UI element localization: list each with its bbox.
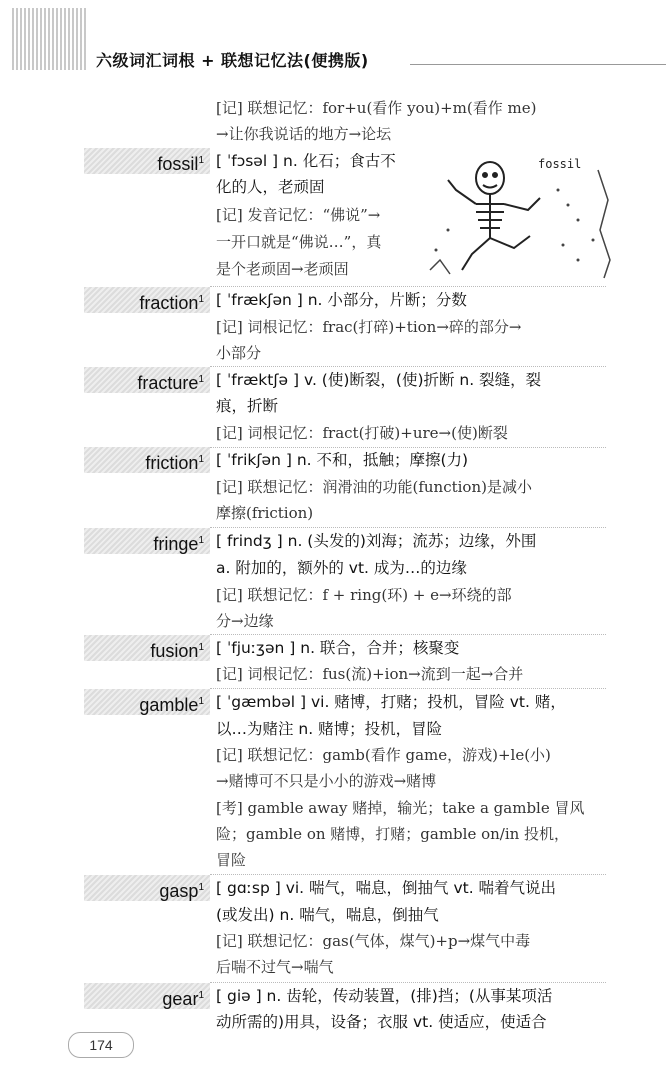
exam-note: 险；gamble on 赌博，打赌；gamble on/in 投机， <box>216 825 570 843</box>
definition: [ ˈfræktʃə ] v. (使)断裂，(使)折断 n. 裂缝，裂 <box>216 371 542 389</box>
entry-note: 小部分 <box>216 344 262 362</box>
headword-text: fringe <box>153 534 199 554</box>
definition: 化的人，老顽固 <box>216 178 325 196</box>
headword-text: fracture <box>137 373 199 393</box>
headword-text: gasp <box>159 881 199 901</box>
headword-gasp <box>84 875 210 901</box>
definition: a. 附加的，额外的 vt. 成为…的边缘 <box>216 559 467 577</box>
definition: 以…为赌注 n. 赌博；投机，冒险 <box>216 720 443 738</box>
definition: 动所需的)用具，设备；衣服 vt. 使适应，使适合 <box>216 1013 547 1031</box>
definition: [ gɑːsp ] vi. 喘气，喘息，倒抽气 vt. 喘着气说出 <box>216 879 557 897</box>
headword-fusion <box>84 635 210 661</box>
headword-gear <box>84 983 210 1009</box>
headword-gamble <box>84 689 210 715</box>
entry-note: [记] 发音记忆：“佛说”→ <box>216 206 381 224</box>
definition: [ giə ] n. 齿轮，传动装置，(排)挡；(从事某项活 <box>216 987 553 1005</box>
frequency-mark: 1 <box>198 642 204 653</box>
entry-note: [记] 联想记忆：gamb(看作 game，游戏)+le(小) <box>216 746 551 764</box>
page-header <box>0 0 671 80</box>
entry-note: 是个老顽固→老顽固 <box>216 260 349 278</box>
exam-note: [考] gamble away 赌掉，输光；take a gamble 冒风 <box>216 799 585 817</box>
entry-note: [记] 联想记忆：for+u(看作 you)+m(看作 me) <box>216 99 537 117</box>
entry-note: 后喘不过气→喘气 <box>216 958 334 976</box>
skeleton-illustration-icon <box>428 150 616 280</box>
entry-note: [记] 联想记忆：gas(气体，煤气)+p→煤气中毒 <box>216 932 531 950</box>
entry-separator <box>210 366 606 367</box>
frequency-mark: 1 <box>198 990 204 1001</box>
entry-separator <box>210 286 606 287</box>
entry-note: 摩擦(friction) <box>216 504 314 522</box>
entry-separator <box>210 688 606 689</box>
headword-text: fossil <box>157 154 199 174</box>
book-title: 六级词汇词根 + 联想记忆法(便携版) <box>96 51 369 70</box>
headword-fraction <box>84 287 210 313</box>
entry-separator <box>210 634 606 635</box>
definition: (或发出) n. 喘气，喘息，倒抽气 <box>216 906 439 924</box>
header-rule <box>410 64 666 65</box>
frequency-mark: 1 <box>198 696 204 707</box>
entry-note: [记] 词根记忆：fus(流)+ion→流到一起→合并 <box>216 665 524 683</box>
entry-note: →赌博可不只是小小的游戏→赌博 <box>216 772 437 790</box>
headword-friction <box>84 447 210 473</box>
frequency-mark: 1 <box>198 294 204 305</box>
frequency-mark: 1 <box>198 454 204 465</box>
entry-note: →让你我说话的地方→论坛 <box>216 125 392 143</box>
page-number: 174 <box>68 1032 134 1058</box>
frequency-mark: 1 <box>198 882 204 893</box>
entry-note: [记] 词根记忆：fract(打破)+ure→(使)断裂 <box>216 424 508 442</box>
entry-note: 分→边缘 <box>216 612 274 630</box>
definition: 痕，折断 <box>216 397 279 415</box>
headword-fracture <box>84 367 210 393</box>
headword-text: friction <box>145 453 199 473</box>
entry-separator <box>210 874 606 875</box>
headword-text: gear <box>162 989 199 1009</box>
illustration-label: fossil <box>538 157 582 171</box>
entry-note: [记] 联想记忆：润滑油的功能(function)是减小 <box>216 478 532 496</box>
frequency-mark: 1 <box>198 374 204 385</box>
headword-text: gamble <box>139 695 199 715</box>
frequency-mark: 1 <box>198 155 204 166</box>
entry-note: [记] 联想记忆：f + ring(环) + e→环绕的部 <box>216 586 512 604</box>
entry-note: [记] 词根记忆：frac(打碎)+tion→碎的部分→ <box>216 318 522 336</box>
definition: [ frindʒ ] n. (头发的)刘海；流苏；边缘，外围 <box>216 532 537 550</box>
headword-fossil <box>84 148 210 174</box>
entry-note: 一开口就是“佛说…”，真 <box>216 233 382 251</box>
header-decoration <box>12 8 86 70</box>
definition: [ ˈfjuːʒən ] n. 联合，合并；核聚变 <box>216 639 460 657</box>
headword-text: fraction <box>139 293 199 313</box>
entry-separator <box>210 982 606 983</box>
frequency-mark: 1 <box>198 535 204 546</box>
definition: [ ˈfrækʃən ] n. 小部分，片断；分数 <box>216 291 467 309</box>
entry-separator <box>210 527 606 528</box>
headword-text: fusion <box>150 641 199 661</box>
definition: [ ˈfɔsəl ] n. 化石；食古不 <box>216 152 396 170</box>
definition: [ ˈfrikʃən ] n. 不和，抵触；摩擦(力) <box>216 451 469 469</box>
headword-fringe <box>84 528 210 554</box>
exam-note: 冒险 <box>216 851 247 869</box>
definition: [ ˈgæmbəl ] vi. 赌博，打赌；投机，冒险 vt. 赌， <box>216 693 566 711</box>
